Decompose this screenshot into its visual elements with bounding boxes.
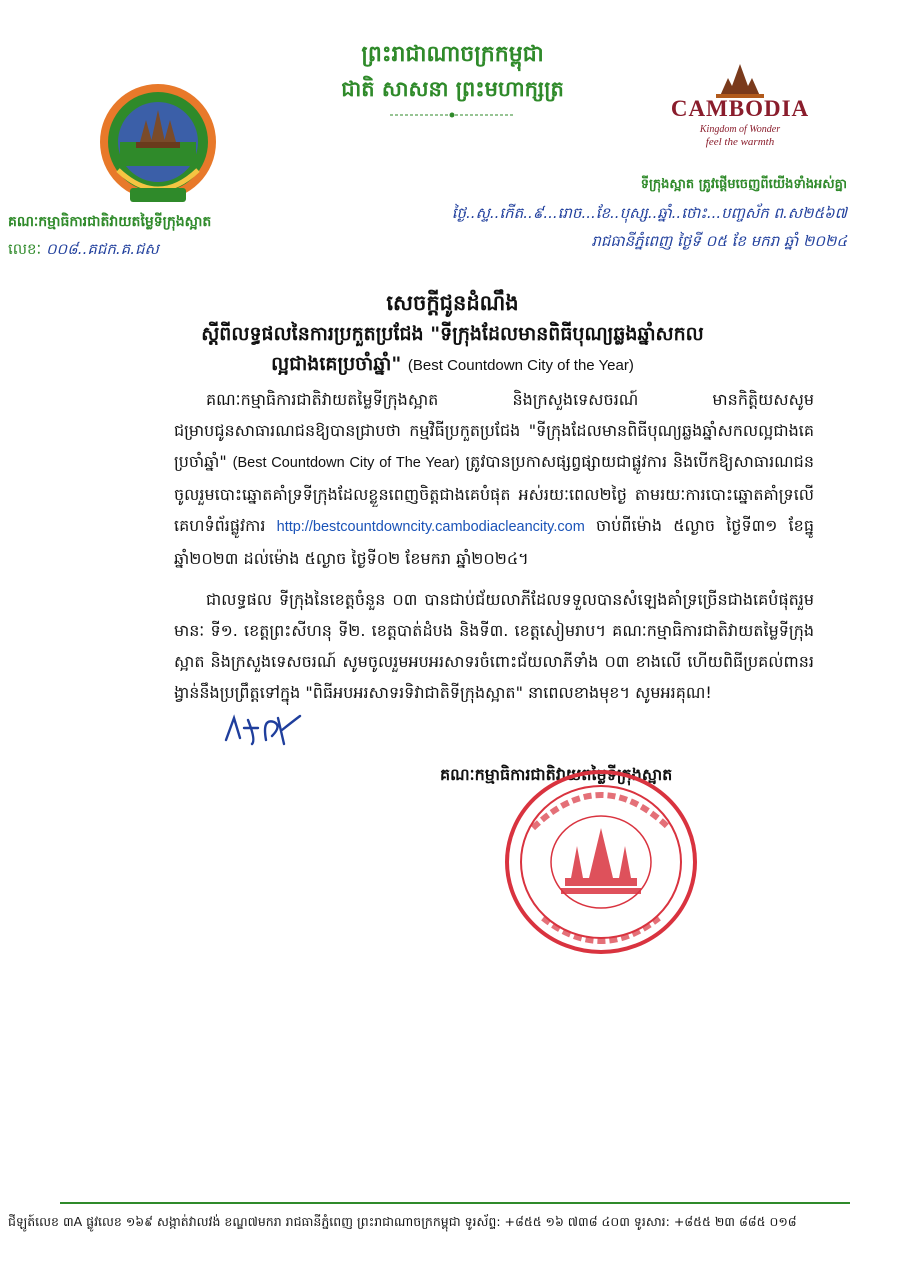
official-seal-icon bbox=[503, 768, 699, 956]
committee-logo-icon bbox=[96, 80, 220, 212]
reference-value: ០០៨..គជក.គ.ជស bbox=[45, 240, 159, 258]
document-title: សេចក្តីជូនដំណឹង bbox=[386, 291, 519, 315]
national-motto: ជាតិ សាសនា ព្រះមហាក្សត្រ bbox=[341, 77, 564, 101]
lunar-date: ថ្ងៃ..ស្ទ..កើត..៩...រោច...ខែ..បុស្ស..ឆ្នាំ..ថោះ...បញ្ចស័ក ព.ស២៥៦៧ bbox=[451, 204, 847, 222]
contest-name-english: (Best Countdown City of The Year) bbox=[232, 455, 460, 471]
body-paragraph-2: ជាលទ្ធផល ទីក្រុងនៃខេត្តចំនួន ០៣ បានជាប់ជ័យលាភីដែលទទួលបានសំឡេងគាំទ្រច្រើនជាងគេបំផុតរួមមានៈ ទី១. ខេត្តព្រះសីហនុ ទី២. ខេត្តបាត់ដំបង និងទី៣. ខេត្តសៀមរាប។ គណៈកម្មាធិការជាតិវាយតម្លៃទីក្រុងស្អាត និងក្រសួងទេសចរណ៍ សូមចូលរួមអបអរសាទរចំពោះជ័យលាភីទាំង ០៣ ខាងលើ ហើយពិធីប្រគល់ពានរង្វាន់នឹងប្រព្រឹត្តទៅក្នុង "ពិធីអបអរសាទរទិវាជាតិទីក្រុងស្អាត" នាពេលខាងមុខ។ សូមអរគុណ! bbox=[174, 590, 814, 702]
ornament-divider bbox=[390, 112, 515, 118]
thanks-text: សូមអរគុណ! bbox=[635, 683, 712, 702]
voting-website-link[interactable]: http://bestcountdowncity.cambodiacleancity.com bbox=[276, 519, 585, 535]
organization-name: គណៈកម្មាធិការជាតិវាយតម្លៃទីក្រុងស្អាត bbox=[8, 214, 212, 230]
footer-address: ជីឡូត៍លេខ ៣A ផ្លូវលេខ ១៦៩ សង្កាត់វាលវង់ ខណ្ឌ៧មករា រាជធានីភ្នំពេញ ព្រះរាជាណាចក្រកម្ពុជា ទូរស័ព្ទ: +៨៥៥ ១៦ ៧៣៨ ៤០៣ ទូរសារ: +៨៥៥ ២៣ ៨៨៥ ០១៨ bbox=[8, 1214, 797, 1229]
solar-date: រាជធានីភ្នំពេញ ថ្ងៃទី ០៥ ខែ មករា ឆ្នាំ ២០២៤ bbox=[591, 232, 847, 250]
document-subtitle-line1: ស្តីពីលទ្ធផលនៃការប្រកួតប្រជែង "ទីក្រុងដែលមានពិធីបុណ្យឆ្លងឆ្នាំសកល bbox=[201, 323, 704, 345]
signatory-organization: គណៈកម្មាធិការជាតិវាយតម្លៃទីក្រុងស្អាត bbox=[440, 765, 673, 784]
kingdom-title: ព្រះរាជាណាចក្រកម្ពុជា bbox=[361, 42, 544, 67]
body-paragraph-1: គណៈកម្មាធិការជាតិវាយតម្លៃទីក្រុងស្អាត និងក្រសួងទេសចរណ៍ មានកិត្តិយសសូមជម្រាបជូនសាធារណជនឱ្យបានជ្រាបថា កម្មវិធីប្រកួតប្រជែង "ទីក្រុងដែលមានពិធីបុណ្យឆ្លងឆ្នាំសកលល្អជាងគេប្រចាំឆ្នាំ" (Best Countdown City of The Year) ត្រូវបានប្រកាសផ្សព្វផ្សាយជាផ្លូវការ និងបើកឱ្យសាធារណជនចូលរួមបោះឆ្នោតគាំទ្រទីក្រុងដែលខ្លួនពេញចិត្តជាងគេបំផុត អស់រយៈពេល២ថ្ងៃ តាមរយៈការបោះឆ្នោតគាំទ្រលើគេហទំព័រផ្លូវការ http://bestcountdowncity.cambodiacleancity.com ចាប់ពីម៉ោង ៥ល្ងាច ថ្ងៃទី៣១ ខែធ្នូ ឆ្នាំ២០២៣ ដល់ម៉ោង ៥ល្ងាច ថ្ងៃទី០២ ខែមករា ឆ្នាំ២០២៤។ bbox=[174, 390, 814, 568]
subtitle-english: (Best Countdown City of the Year) bbox=[407, 357, 634, 374]
clean-city-slogan: ទីក្រុងស្អាត ត្រូវផ្ដើមចេញពីយើងទាំងអស់គ្នា bbox=[640, 177, 847, 192]
reference-label: លេខៈ bbox=[8, 240, 42, 258]
cambodia-tagline: Kingdom of Wonder bbox=[699, 124, 781, 135]
document-subtitle-line2: ល្អជាងគេប្រចាំឆ្នាំ" (Best Countdown City of the Year) bbox=[271, 353, 634, 375]
initials-signature-icon bbox=[222, 710, 304, 750]
cambodia-brand: CAMBODIA bbox=[670, 96, 810, 121]
cambodia-subtagline: feel the warmth bbox=[705, 136, 775, 148]
reference-number bbox=[8, 240, 159, 262]
footer-divider bbox=[60, 1202, 850, 1204]
